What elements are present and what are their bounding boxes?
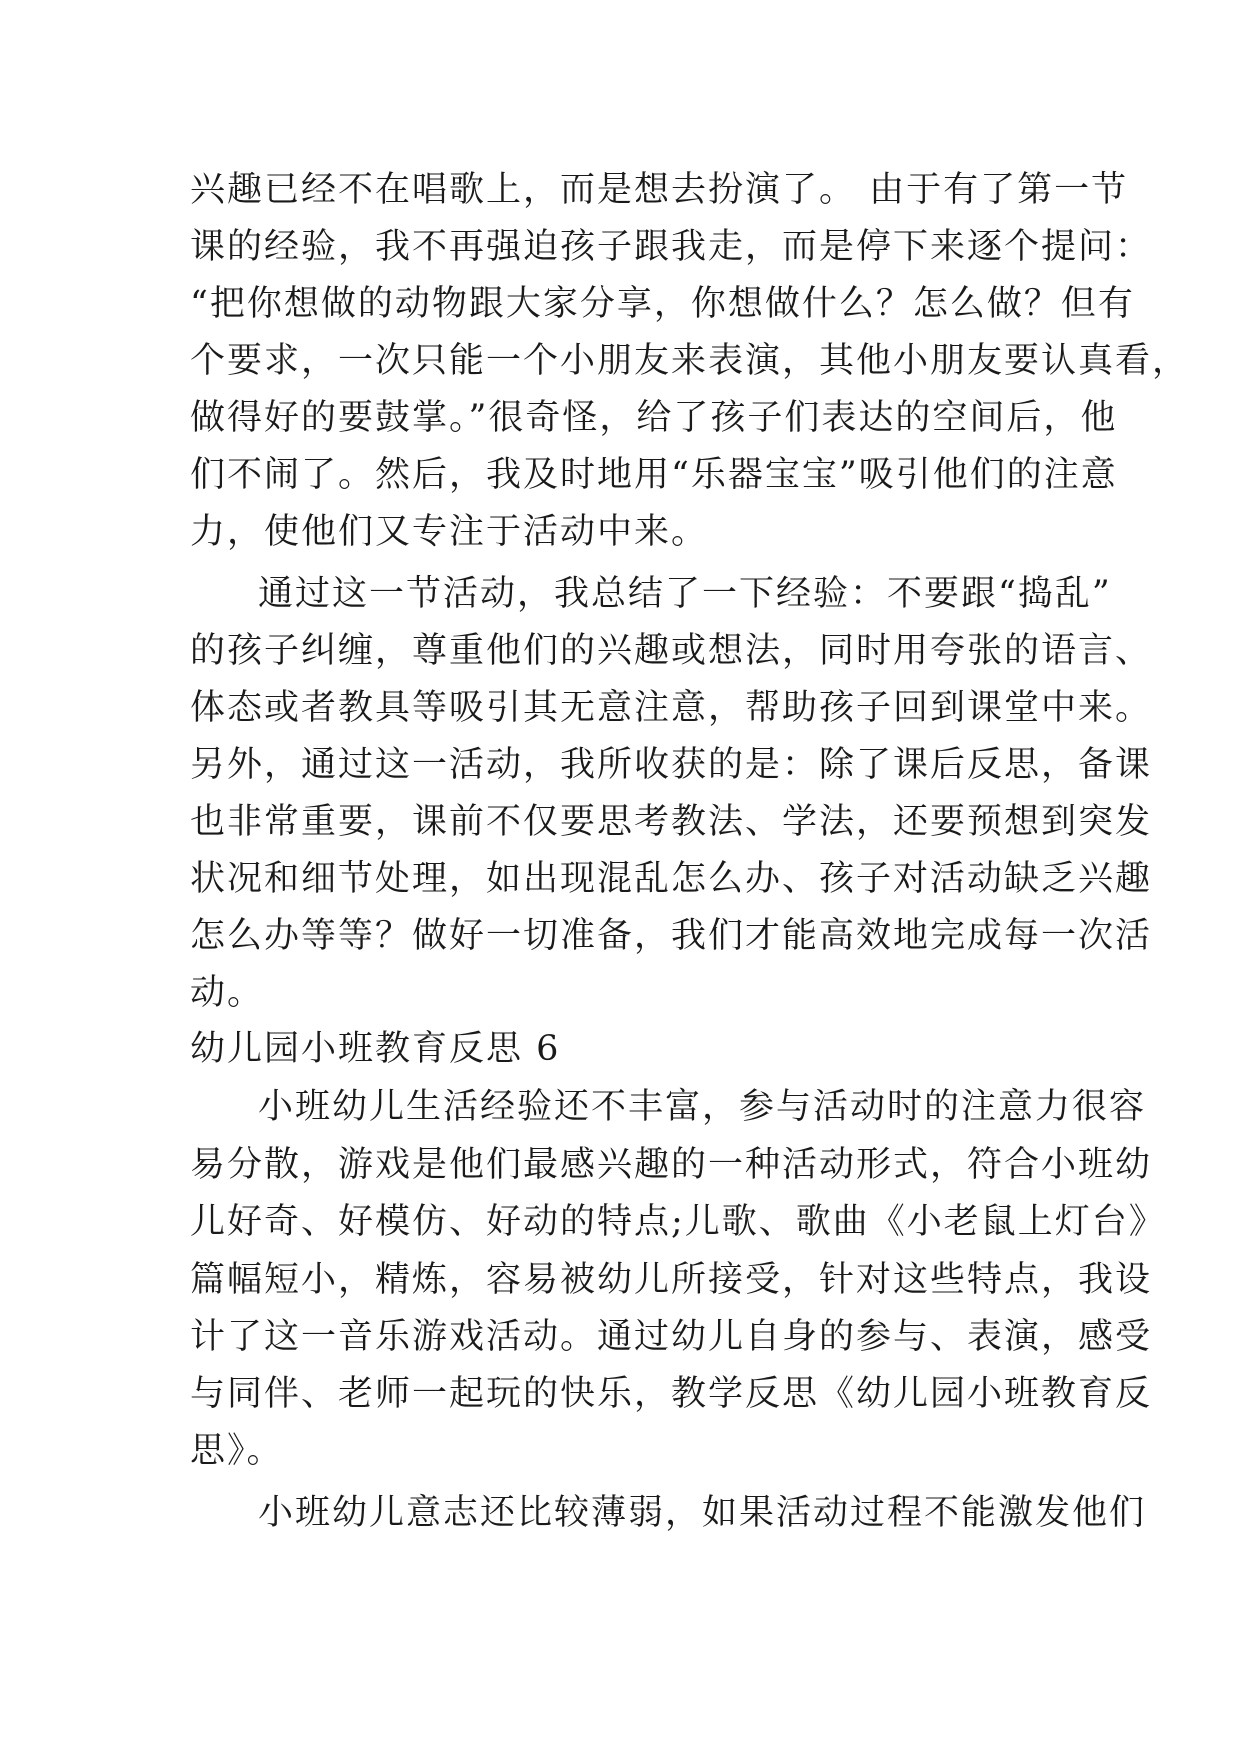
body-text-line: 兴趣已经不在唱歌上，而是想去扮演了。 由于有了第一节 <box>190 170 1129 210</box>
body-text-line: 另外，通过这一活动，我所收获的是：除了课后反思，备课 <box>190 745 1153 785</box>
body-text-line: 的孩子纠缠，尊重他们的兴趣或想法，同时用夸张的语言、 <box>190 631 1153 671</box>
paragraph-first-line: 小班幼儿意志还比较薄弱，如果活动过程不能激发他们 <box>258 1493 1147 1533</box>
body-text-line: 个要求，一次只能一个小朋友来表演，其他小朋友要认真看， <box>190 341 1190 381</box>
body-text-line: 篇幅短小，精炼，容易被幼儿所接受，针对这些特点，我设 <box>190 1260 1153 1300</box>
body-text-line: 课的经验，我不再强迫孩子跟我走，而是停下来逐个提问： <box>190 227 1153 267</box>
body-text-line: 力，使他们又专注于活动中来。 <box>190 512 709 552</box>
body-text-line: 状况和细节处理，如出现混乱怎么办、孩子对活动缺乏兴趣 <box>190 859 1153 899</box>
paragraph-first-line: 通过这一节活动，我总结了一下经验：不要跟“捣乱” <box>258 574 1112 614</box>
body-text-line: 思》。 <box>190 1431 284 1471</box>
document-page <box>190 0 1190 1754</box>
body-text-line: 计了这一音乐游戏活动。通过幼儿自身的参与、表演，感受 <box>190 1317 1153 1357</box>
section-heading: 幼儿园小班教育反思 6 <box>190 1029 561 1069</box>
body-text-line: 动。 <box>190 973 265 1013</box>
body-text-line: “把你想做的动物跟大家分享，你想做什么？怎么做？但有 <box>190 284 1135 324</box>
body-text-line: 做得好的要鼓掌。”很奇怪，给了孩子们表达的空间后，他 <box>190 398 1118 438</box>
body-text-line: 儿好奇、好模仿、好动的特点;儿歌、歌曲《小老鼠上灯台》 <box>190 1202 1166 1242</box>
body-text-line: 体态或者教具等吸引其无意注意，帮助孩子回到课堂中来。 <box>190 688 1153 728</box>
body-text-line: 易分散，游戏是他们最感兴趣的一种活动形式，符合小班幼 <box>190 1145 1153 1185</box>
body-text-line: 们不闹了。然后，我及时地用“乐器宝宝”吸引他们的注意 <box>190 455 1118 495</box>
body-text-line: 也非常重要，课前不仅要思考教法、学法，还要预想到突发 <box>190 802 1153 842</box>
paragraph-first-line: 小班幼儿生活经验还不丰富，参与活动时的注意力很容 <box>258 1087 1147 1127</box>
body-text-line: 与同伴、老师一起玩的快乐，教学反思《幼儿园小班教育反 <box>190 1374 1153 1414</box>
body-text-line: 怎么办等等？做好一切准备，我们才能高效地完成每一次活 <box>190 916 1153 956</box>
